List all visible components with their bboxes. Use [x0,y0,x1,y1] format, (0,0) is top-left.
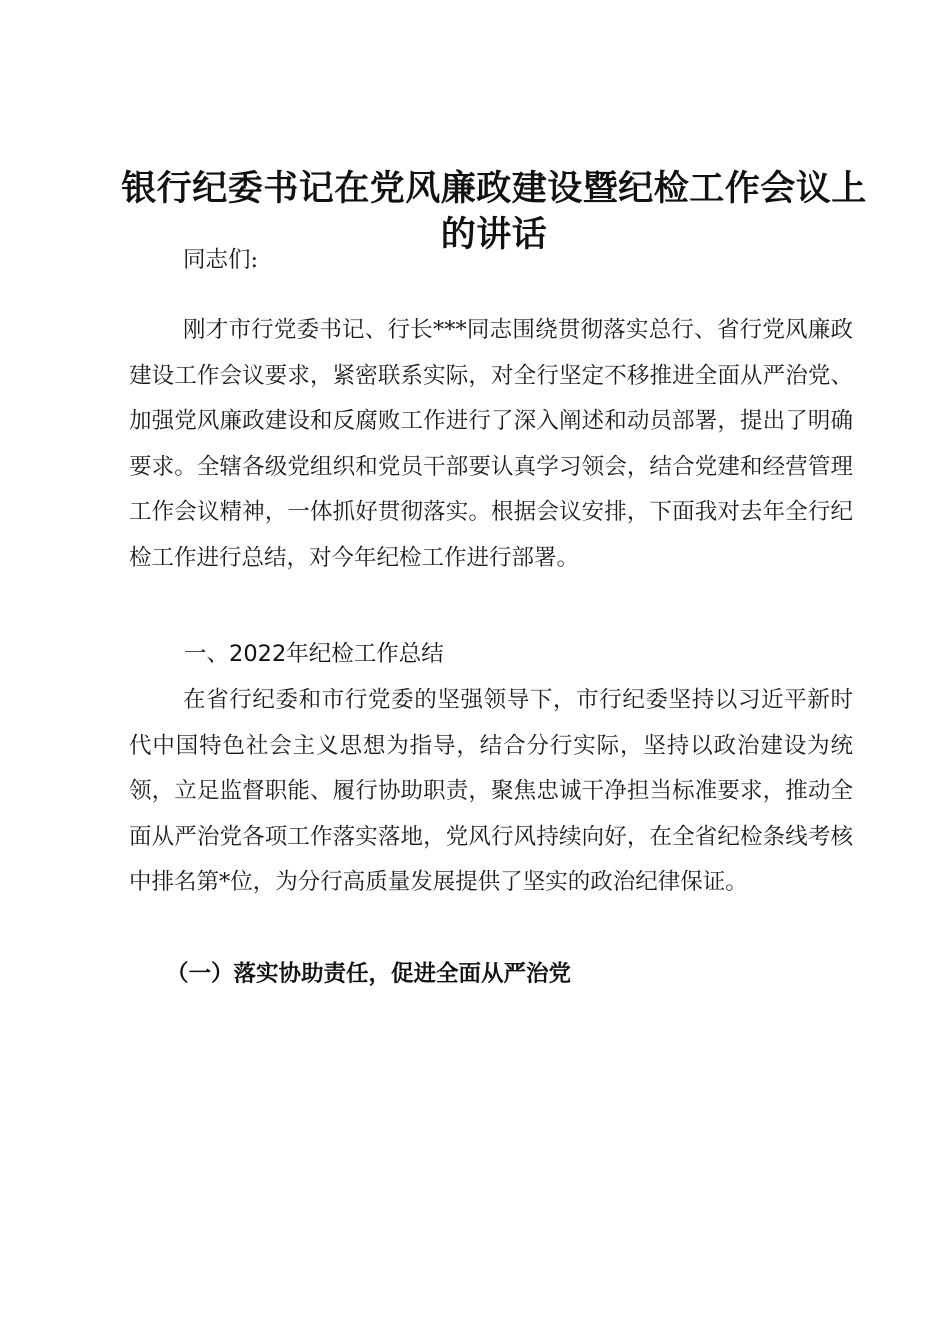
salutation: 同志们: [183,247,259,273]
subsection-heading-responsibility: （一）落实协助责任，促进全面从严治党 [166,961,572,987]
section-heading-2022-summary: 一、2022年纪检工作总结 [184,641,444,667]
document-title: 银行纪委书记在党风廉政建设暨纪检工作会议上的讲话 [121,168,867,255]
opening-paragraph: 刚才市行党委书记、行长***同志围绕贯彻落实总行、省行党风廉政建设工作会议要求，紧密联系实际，对全行坚定不移推进全面从严治党、加强党风廉政建设和反腐败工作进行了深入阐述和动员部署，提出了明确要求。全辖各级党组织和党员干部要认真学习领会，结合党建和经营管理工作会议精神，一体抓好贯彻落实。根据会议安排，下面我对去年全行纪检工作进行总结，对今年纪检工作进行部署。 [129,317,853,571]
summary-paragraph: 在省行纪委和市行党委的坚强领导下，市行纪委坚持以习近平新时代中国特色社会主义思想为指导，结合分行实际，坚持以政治建设为统领，立足监督职能、履行协助职责，聚焦忠诚干净担当标准要求，推动全面从严治党各项工作落实落地，党风行风持续向好，在全省纪检条线考核中排名第*位，为分行高质量发展提供了坚实的政治纪律保证。 [129,687,853,896]
